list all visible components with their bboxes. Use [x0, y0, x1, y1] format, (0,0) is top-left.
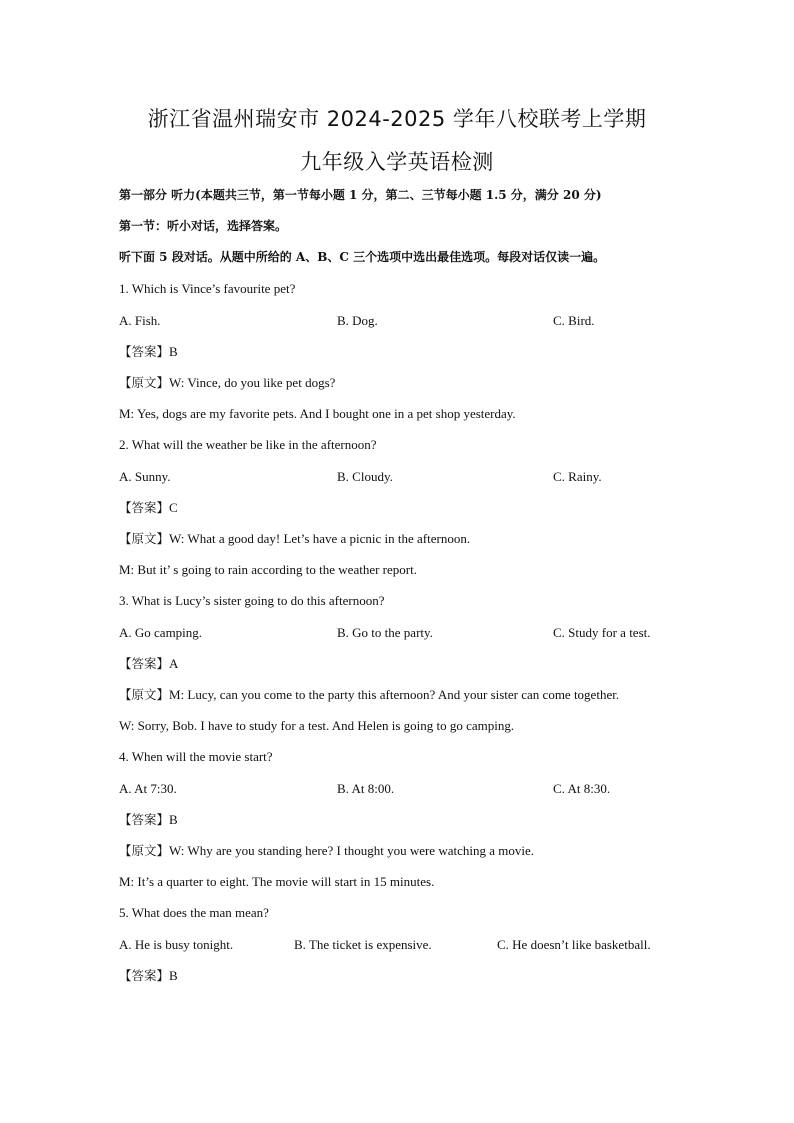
option-a: A. Go camping. [119, 625, 203, 640]
option-c: C. He doesn’t like basketball. [497, 937, 651, 952]
subsection-heading: 第一节：听小对话，选择答案。 [119, 219, 288, 233]
answer-line [119, 343, 178, 361]
transcript-continuation: W: Sorry, Bob. I have to study for a test. And Helen is going to go camping. [119, 718, 515, 733]
option-a: A. He is busy tonight. [119, 937, 234, 952]
answer-line [119, 967, 178, 985]
option-c: C. Study for a test. [553, 625, 651, 640]
transcript-line [119, 842, 534, 860]
answer-value: B [169, 812, 178, 827]
part-heading: 第一部分 听力(本题共三节，第一节每小题 1 分，第二、三节每小题 1.5 分，满分 20 分) [119, 188, 602, 202]
transcript-label: 【原文】 [119, 531, 170, 546]
option-b: B. Go to the party. [337, 625, 433, 640]
question-stem: 2. What will the weather be like in the afternoon? [119, 437, 377, 452]
transcript-line [119, 374, 335, 392]
transcript-label: 【原文】 [119, 687, 170, 702]
option-c: C. At 8:30. [553, 781, 611, 796]
transcript-line [119, 686, 619, 704]
answer-label: 【答案】 [119, 812, 170, 827]
transcript-continuation: M: Yes, dogs are my favorite pets. And I bought one in a pet shop yesterday. [119, 406, 516, 421]
transcript-line [119, 530, 470, 548]
transcript-text: W: What a good day! Let’s have a picnic in the afternoon. [169, 531, 471, 546]
option-b: B. At 8:00. [337, 781, 395, 796]
option-b: B. The ticket is expensive. [294, 937, 432, 952]
question-stem: 4. When will the movie start? [119, 749, 273, 764]
answer-value: B [169, 968, 178, 983]
transcript-continuation: M: It’s a quarter to eight. The movie will start in 15 minutes. [119, 874, 435, 889]
question-stem: 5. What does the man mean? [119, 905, 269, 920]
transcript-text: W: Why are you standing here? I thought you were watching a movie. [169, 843, 534, 858]
option-a: A. Sunny. [119, 469, 171, 484]
answer-value: C [169, 500, 178, 515]
question-stem: 3. What is Lucy’s sister going to do this afternoon? [119, 593, 385, 608]
answer-line [119, 499, 178, 517]
answer-value: A [169, 656, 179, 671]
document-subtitle: 九年级入学英语检测 [300, 150, 494, 174]
answer-line [119, 655, 178, 673]
option-b: B. Cloudy. [337, 469, 393, 484]
option-b: B. Dog. [337, 313, 378, 328]
option-c: C. Bird. [553, 313, 595, 328]
question-stem: 1. Which is Vince’s favourite pet? [119, 281, 296, 296]
option-a: A. Fish. [119, 313, 161, 328]
instruction-text: 听下面 5 段对话。从题中所给的 A、B、C 三个选项中选出最佳选项。每段对话仅读一遍。 [119, 250, 606, 264]
option-c: C. Rainy. [553, 469, 602, 484]
transcript-label: 【原文】 [119, 843, 170, 858]
answer-label: 【答案】 [119, 500, 170, 515]
transcript-text: W: Vince, do you like pet dogs? [169, 375, 336, 390]
answer-label: 【答案】 [119, 656, 170, 671]
answer-label: 【答案】 [119, 344, 170, 359]
transcript-text: M: Lucy, can you come to the party this afternoon? And your sister can come together. [169, 687, 620, 702]
answer-label: 【答案】 [119, 968, 170, 983]
document-title: 浙江省温州瑞安市 2024-2025 学年八校联考上学期 [147, 107, 647, 131]
option-a: A. At 7:30. [119, 781, 177, 796]
transcript-label: 【原文】 [119, 375, 170, 390]
answer-value: B [169, 344, 178, 359]
transcript-continuation: M: But it’ s going to rain according to the weather report. [119, 562, 417, 577]
answer-line [119, 811, 178, 829]
